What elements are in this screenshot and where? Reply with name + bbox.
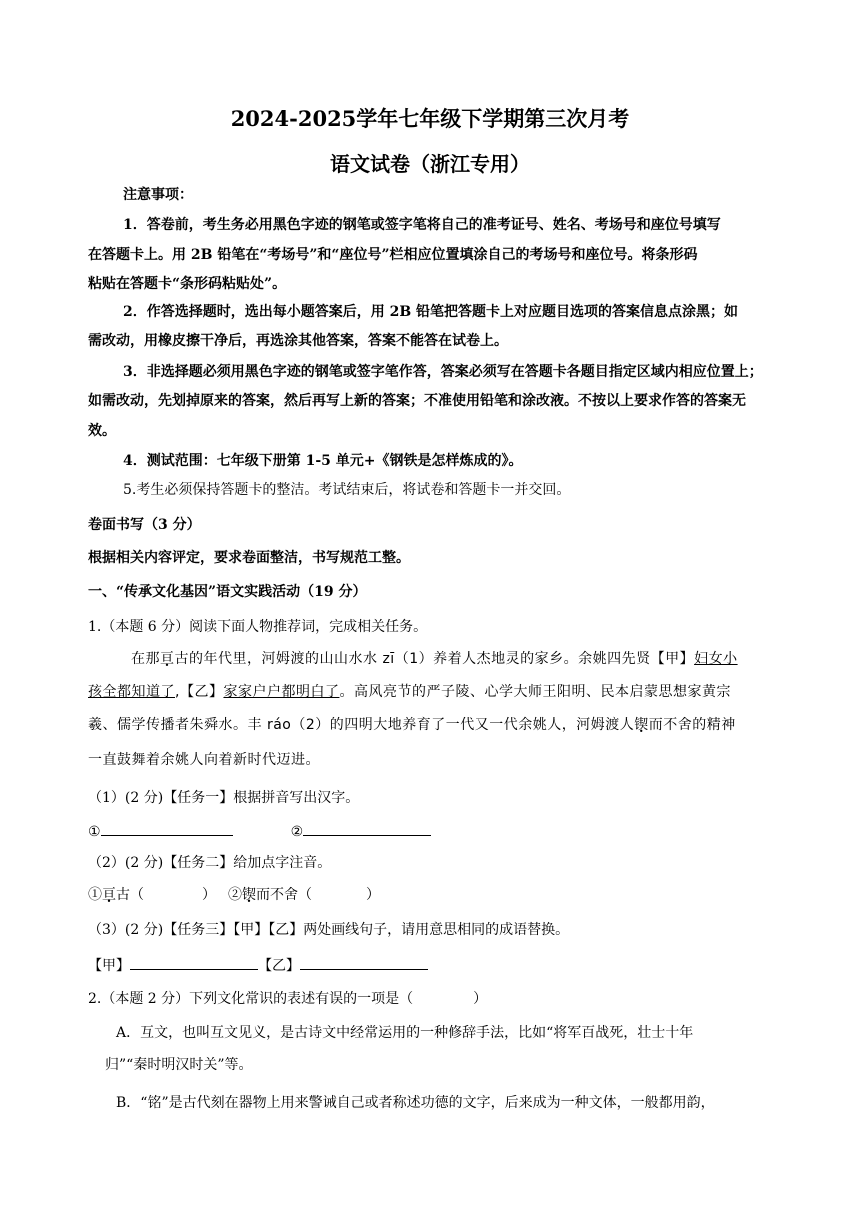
question-stem: 2.（本题 2 分）下列文化常识的表述有误的一项是（ ） [88, 991, 488, 1007]
notice-item: 3．非选择题必须用黑色字迹的钢笔或签字笔作答，答案必须写在答题卡各题目指定区域内相应位置上； [123, 364, 763, 380]
answer-blank[interactable] [303, 821, 431, 836]
answer-blank[interactable] [130, 955, 258, 970]
notice-item: 在答题卡上。用 2B 铅笔在“考场号”和“座位号”栏相应位置填涂自己的考场号和座位号。将条形码 [88, 247, 698, 263]
underlined-sentence-jia: 孩全都知道了 [88, 684, 175, 700]
notice-item: 效。 [88, 423, 116, 439]
passage-line: 在那亘古的年代里，河姆渡的山山水水 zī（1）养着人杰地灵的家乡。余姚四先贤【甲】妇女小 [131, 651, 738, 667]
page-subtitle: 语文试卷（浙江专用） [330, 152, 530, 176]
answer-row: 【甲】 【乙】 [88, 955, 778, 976]
section-heading: 一、“传承文化基因”语文实践活动（19 分） [88, 584, 367, 600]
notice-heading: 注意事项： [123, 187, 193, 203]
underlined-sentence-jia: 妇女小 [694, 651, 738, 667]
answer-row: ①亘古（ ） ②锲而不舍（ ） [88, 887, 380, 903]
handwriting-text: 根据相关内容评定，要求卷面整洁，书写规范工整。 [88, 550, 410, 566]
passage-line: 羲、儒学传播者朱舜水。丰 ráo（2）的四明大地养育了一代又一代余姚人，河姆渡人锲而不舍的精神 [88, 717, 736, 733]
page-title: 2024-2025学年七年级下学期第三次月考 [230, 106, 630, 131]
notice-item: 5.考生必须保持答题卡的整洁。考试结束后，将试卷和答题卡一并交回。 [123, 482, 571, 498]
notice-item: 如需改动，先划掉原来的答案，然后再写上新的答案；不准使用铅笔和涂改液。不按以上要求作答的答案无 [88, 393, 746, 409]
option-b: B．“铭”是古代刻在器物上用来警诫自己或者称述功德的文字，后来成为一种文体，一般都用韵， [116, 1095, 715, 1111]
underlined-sentence-yi: 家家户户都明白了 [223, 684, 340, 700]
task-two: （2）(2 分)【任务二】给加点字注音。 [88, 855, 332, 871]
dotted-char: 亘 [160, 651, 175, 667]
answer-blank[interactable] [101, 821, 233, 836]
task-one: （1）(2 分)【任务一】根据拼音写出汉字。 [88, 790, 360, 806]
notice-item: 粘贴在答题卡“条形码粘贴处”。 [88, 276, 287, 292]
task-three: （3）(2 分)【任务三】【甲】【乙】两处画线句子，请用意思相同的成语替换。 [88, 922, 570, 938]
answer-blank[interactable] [300, 955, 428, 970]
notice-item: 需改动，用橡皮擦干净后，再选涂其他答案，答案不能答在试卷上。 [88, 333, 508, 349]
handwriting-heading: 卷面书写（3 分） [88, 517, 201, 533]
dotted-char: 亘 [102, 887, 116, 903]
dotted-char: 锲 [242, 887, 256, 903]
answer-row: ① ② [88, 821, 778, 842]
option-a-cont: 归”“秦时明汉时关”等。 [105, 1057, 253, 1073]
option-a: A．互文，也叫互文见义，是古诗文中经常运用的一种修辞手法，比如“将军百战死，壮士十年 [116, 1025, 694, 1041]
question-stem: 1.（本题 6 分）阅读下面人物推荐词，完成相关任务。 [88, 619, 428, 635]
passage-line: 一直鼓舞着余姚人向着新时代迈进。 [88, 752, 320, 768]
passage-line: 孩全都知道了,【乙】家家户户都明白了。高风亮节的严子陵、心学大师王阳明、民本启蒙思想家黄宗 [88, 684, 731, 700]
dotted-char: 锲 [634, 717, 649, 733]
notice-item: 2．作答选择题时，选出每小题答案后，用 2B 铅笔把答题卡上对应题目选项的答案信息点涂黑；如 [123, 304, 739, 320]
notice-item: 1．答卷前，考生务必用黑色字迹的钢笔或签字笔将自己的准考证号、姓名、考场号和座位号填写 [123, 217, 721, 233]
notice-item: 4．测试范围：七年级下册第 1-5 单元+《钢铁是怎样炼成的》。 [123, 453, 523, 469]
